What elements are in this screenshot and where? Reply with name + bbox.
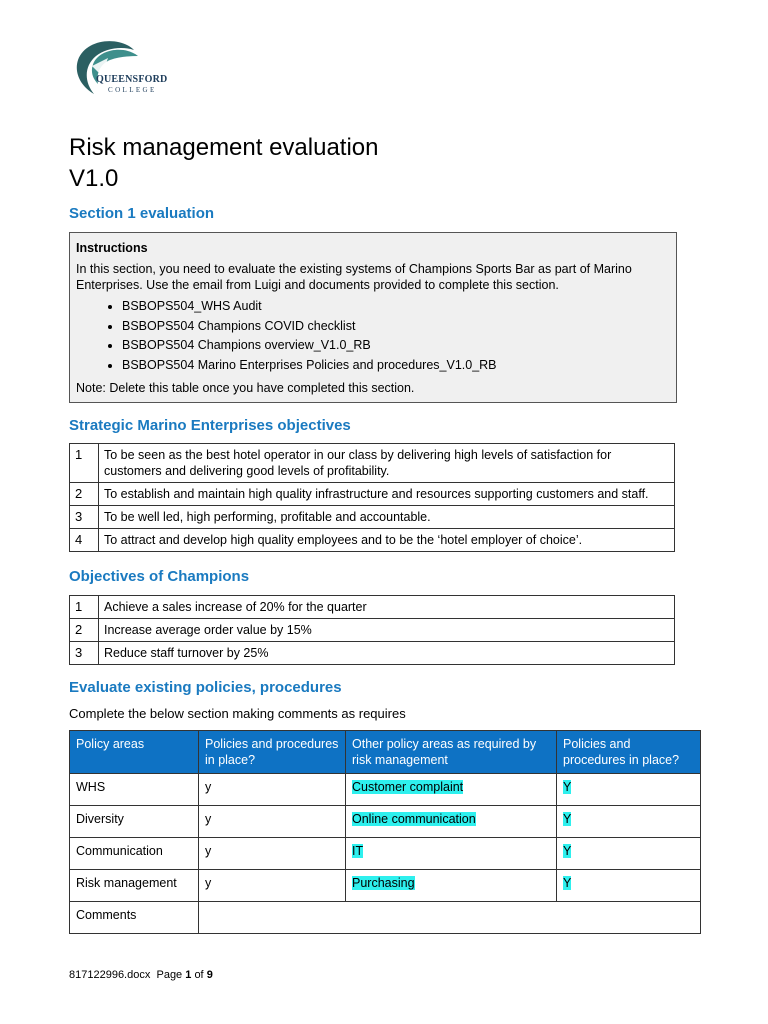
table-row — [70, 529, 675, 552]
table-row — [70, 506, 675, 529]
objective-text: To attract and develop high quality employees and to be the ‘hotel employer of choice’. — [99, 529, 675, 552]
policy-area: Diversity — [70, 806, 199, 838]
title-line-1: Risk management evaluation — [69, 134, 379, 161]
objective-text: To be well led, high performing, profitable and accountable. — [99, 506, 675, 529]
champions-objectives-heading: Objectives of Champions — [69, 568, 250, 585]
logo-text-college: COLLEGE — [108, 86, 157, 94]
highlighted-text: Y — [563, 844, 572, 858]
evaluate-intro: Complete the below section making comments as requires — [69, 706, 406, 721]
other-policy-area[interactable] — [346, 806, 557, 838]
instructions-note: Note: Delete this table once you have completed this section. — [76, 381, 415, 395]
row-number: 2 — [70, 619, 99, 642]
table-row — [70, 483, 675, 506]
footer-page-number: 1 — [185, 969, 192, 981]
document-list-item: • BSBOPS504 Champions overview_V1.0_RB — [122, 336, 670, 356]
document-list — [76, 297, 670, 375]
instructions-body: In this section, you need to evaluate the existing systems of Champions Sports Bar as part of Marino Enterprises. Use the email from Luigi and documents provided to complete this section. — [76, 262, 632, 292]
highlighted-text: Y — [563, 780, 572, 794]
instructions-heading: Instructions — [76, 241, 148, 255]
objective-text: Reduce staff turnover by 25% — [99, 642, 675, 665]
other-policy-area[interactable] — [346, 774, 557, 806]
policy-in-place[interactable]: y — [199, 774, 346, 806]
highlighted-text: Y — [563, 812, 572, 826]
table-row — [70, 642, 675, 665]
policy-area: Risk management — [70, 870, 199, 902]
page-footer — [69, 969, 213, 981]
highlighted-text: Purchasing — [352, 876, 415, 890]
row-number: 2 — [70, 483, 99, 506]
title-line-2: V1.0 — [69, 165, 119, 192]
policy-in-place[interactable]: y — [199, 870, 346, 902]
column-header: Policies and procedures in place? — [557, 731, 701, 774]
champions-objectives-table — [69, 595, 675, 665]
objective-text: Achieve a sales increase of 20% for the quarter — [99, 596, 675, 619]
row-number: 1 — [70, 444, 99, 483]
table-row — [70, 596, 675, 619]
footer-page-label: Page — [156, 969, 183, 981]
footer-filename: 817122996.docx — [69, 969, 151, 981]
other-policy-area[interactable] — [346, 838, 557, 870]
policy-evaluation-table — [69, 730, 701, 934]
document-list-item: • BSBOPS504_WHS Audit — [122, 297, 670, 317]
row-number: 4 — [70, 529, 99, 552]
highlighted-text: Online communication — [352, 812, 476, 826]
table-row — [70, 619, 675, 642]
objective-text: To establish and maintain high quality infrastructure and resources supporting customers and staff. — [99, 483, 675, 506]
highlighted-text: IT — [352, 844, 364, 858]
evaluate-heading: Evaluate existing policies, procedures — [69, 679, 342, 696]
policy-area: Communication — [70, 838, 199, 870]
strategic-objectives-table — [69, 443, 675, 552]
table-row — [70, 444, 675, 483]
other-policy-area[interactable] — [346, 870, 557, 902]
footer-page-total: 9 — [206, 969, 213, 981]
comments-field[interactable] — [199, 902, 701, 934]
column-header: Policy areas — [70, 731, 199, 774]
other-policy-in-place[interactable] — [557, 774, 701, 806]
table-row — [70, 838, 701, 870]
policy-area: WHS — [70, 774, 199, 806]
policy-in-place[interactable]: y — [199, 838, 346, 870]
column-header: Other policy areas as required by risk management — [346, 731, 557, 774]
strategic-objectives-heading: Strategic Marino Enterprises objectives — [69, 417, 351, 434]
comments-label: Comments — [70, 902, 199, 934]
document-list-item: • BSBOPS504 Marino Enterprises Policies and procedures_V1.0_RB — [122, 356, 670, 376]
highlighted-text: Y — [563, 876, 572, 890]
row-number: 1 — [70, 596, 99, 619]
document-title — [69, 132, 379, 194]
logo-text-queensford: QUEENSFORD — [96, 74, 168, 85]
table-row — [70, 870, 701, 902]
instructions-box — [69, 232, 677, 403]
objective-text: To be seen as the best hotel operator in our class by delivering high levels of satisfaction for customers and delivering good levels of profitability. — [99, 444, 675, 483]
table-row — [70, 774, 701, 806]
row-number: 3 — [70, 506, 99, 529]
document-list-item: • BSBOPS504 Champions COVID checklist — [122, 317, 670, 337]
other-policy-in-place[interactable] — [557, 870, 701, 902]
other-policy-in-place[interactable] — [557, 838, 701, 870]
section-1-heading: Section 1 evaluation — [69, 205, 215, 222]
highlighted-text: Customer complaint — [352, 780, 464, 794]
comments-row — [70, 902, 701, 934]
policy-in-place[interactable]: y — [199, 806, 346, 838]
table-header-row — [70, 731, 701, 774]
other-policy-in-place[interactable] — [557, 806, 701, 838]
footer-of-label: of — [194, 969, 204, 981]
objective-text: Increase average order value by 15% — [99, 619, 675, 642]
row-number: 3 — [70, 642, 99, 665]
column-header: Policies and procedures in place? — [199, 731, 346, 774]
table-row — [70, 806, 701, 838]
